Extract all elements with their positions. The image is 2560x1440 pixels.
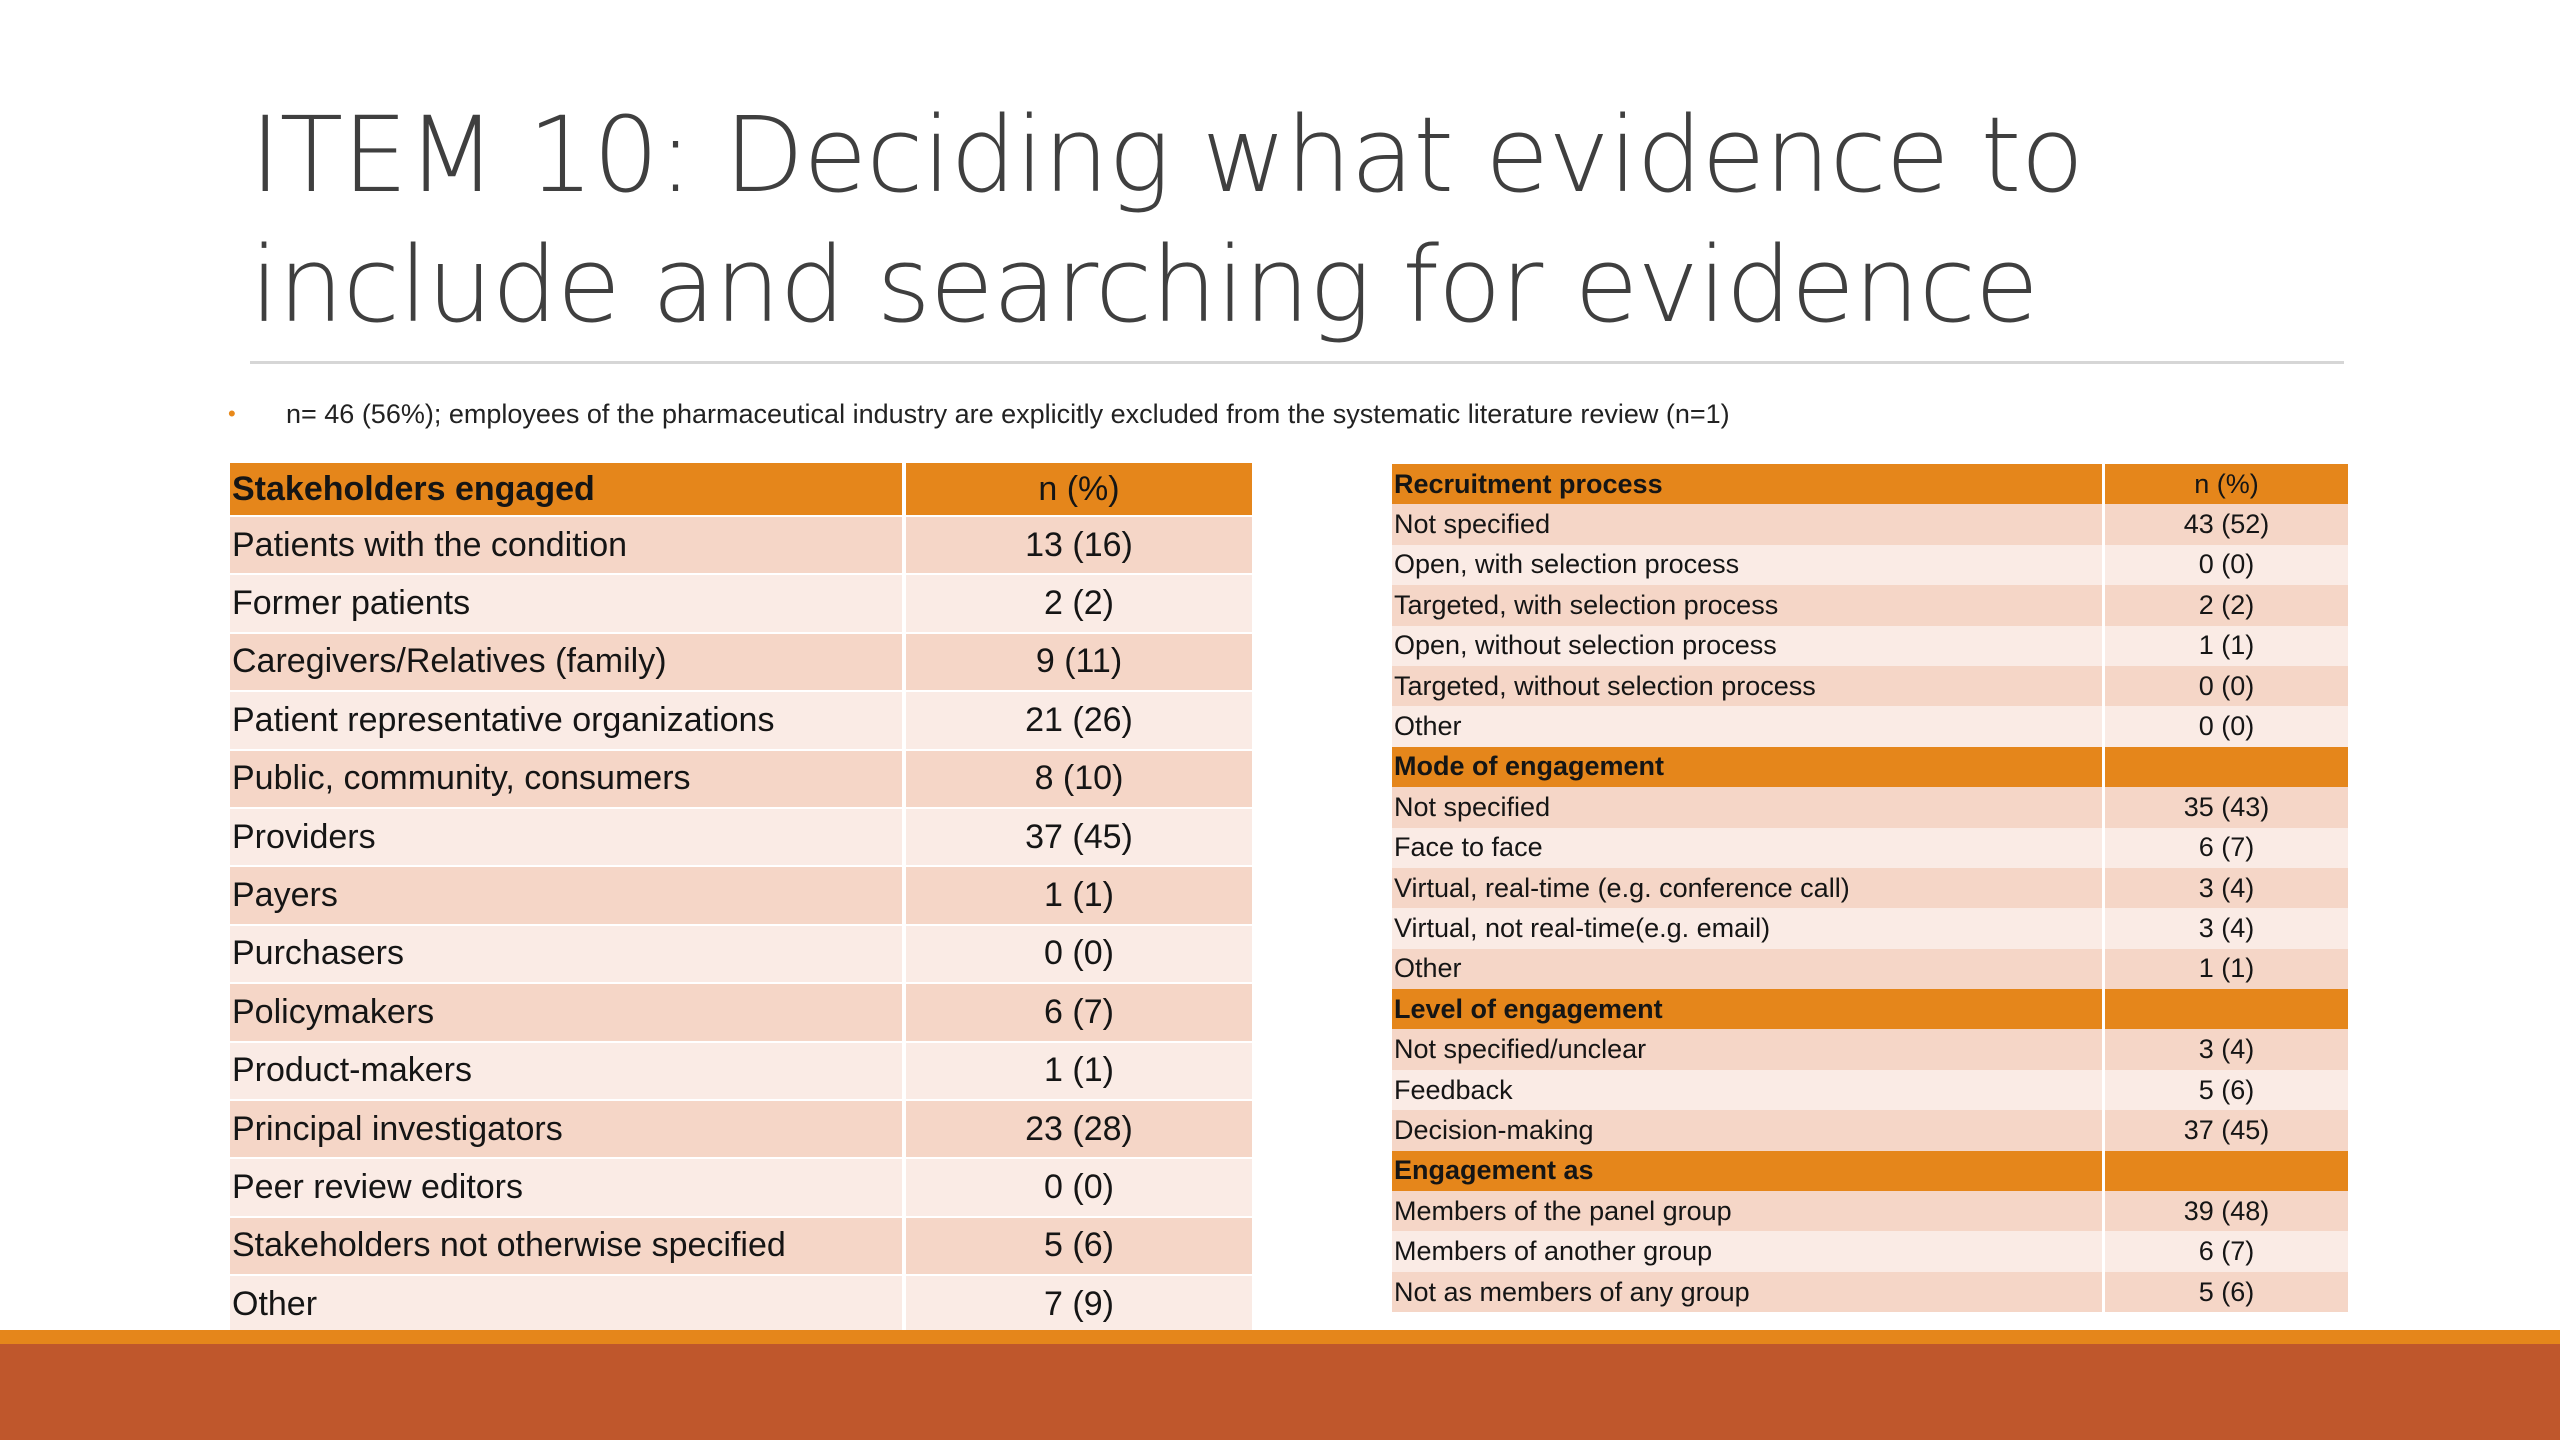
stakeholder-label: Patients with the condition bbox=[230, 516, 904, 574]
stakeholder-label: Principal investigators bbox=[230, 1100, 904, 1158]
stakeholder-label: Stakeholders not otherwise specified bbox=[230, 1217, 904, 1275]
table-row bbox=[1392, 666, 2348, 706]
section-value bbox=[2104, 1151, 2349, 1191]
engagement-label: Not as members of any group bbox=[1392, 1272, 2104, 1312]
table-row bbox=[230, 1275, 1252, 1333]
engagement-count: 2 (2) bbox=[2104, 585, 2349, 625]
engagement-label: Virtual, real-time (e.g. conference call) bbox=[1392, 868, 2104, 908]
engagement-label: Feedback bbox=[1392, 1070, 2104, 1110]
engagement-count: 6 (7) bbox=[2104, 1231, 2349, 1271]
engagement-count: 39 (48) bbox=[2104, 1191, 2349, 1231]
stakeholder-count: 37 (45) bbox=[904, 808, 1252, 866]
engagement-label: Face to face bbox=[1392, 828, 2104, 868]
stakeholder-label: Peer review editors bbox=[230, 1158, 904, 1216]
bullet-note bbox=[228, 394, 1730, 434]
stakeholder-label: Other bbox=[230, 1275, 904, 1333]
engagement-label: Open, with selection process bbox=[1392, 545, 2104, 585]
header-cell-n-percent: n (%) bbox=[904, 463, 1252, 516]
table-row bbox=[1392, 626, 2348, 666]
engagement-label: Virtual, not real-time(e.g. email) bbox=[1392, 908, 2104, 948]
table-row bbox=[230, 691, 1252, 749]
table-row bbox=[230, 516, 1252, 574]
table-row bbox=[1392, 585, 2348, 625]
engagement-label: Decision-making bbox=[1392, 1110, 2104, 1150]
engagement-count: 1 (1) bbox=[2104, 949, 2349, 989]
stakeholder-label: Former patients bbox=[230, 574, 904, 632]
engagement-count: 43 (52) bbox=[2104, 504, 2349, 544]
stakeholder-count: 0 (0) bbox=[904, 1158, 1252, 1216]
stakeholder-count: 1 (1) bbox=[904, 1042, 1252, 1100]
slide-title-line-1: ITEM 10: Deciding what evidence to bbox=[250, 94, 2084, 216]
table-row bbox=[1392, 787, 2348, 827]
engagement-label: Members of the panel group bbox=[1392, 1191, 2104, 1231]
stakeholder-label: Product-makers bbox=[230, 1042, 904, 1100]
stakeholder-count: 1 (1) bbox=[904, 866, 1252, 924]
section-value bbox=[2104, 989, 2349, 1029]
table-row bbox=[1392, 908, 2348, 948]
engagement-count: 3 (4) bbox=[2104, 868, 2349, 908]
engagement-count: 3 (4) bbox=[2104, 908, 2349, 948]
engagement-label: Targeted, with selection process bbox=[1392, 585, 2104, 625]
stakeholder-label: Payers bbox=[230, 866, 904, 924]
slide-title bbox=[250, 90, 2370, 350]
table-row bbox=[230, 750, 1252, 808]
engagement-count: 6 (7) bbox=[2104, 828, 2349, 868]
table-row bbox=[230, 1042, 1252, 1100]
engagement-count: 0 (0) bbox=[2104, 706, 2349, 746]
table-row bbox=[1392, 828, 2348, 868]
table-row bbox=[230, 633, 1252, 691]
table-header-row bbox=[1392, 464, 2348, 504]
engagement-label: Not specified bbox=[1392, 504, 2104, 544]
engagement-count: 5 (6) bbox=[2104, 1070, 2349, 1110]
stakeholder-label: Caregivers/Relatives (family) bbox=[230, 633, 904, 691]
stakeholder-label: Purchasers bbox=[230, 925, 904, 983]
table-row bbox=[1392, 1272, 2348, 1312]
stakeholder-count: 8 (10) bbox=[904, 750, 1252, 808]
section-label: Mode of engagement bbox=[1392, 747, 2104, 787]
stakeholder-count: 23 (28) bbox=[904, 1100, 1252, 1158]
table-row bbox=[1392, 545, 2348, 585]
engagement-count: 1 (1) bbox=[2104, 626, 2349, 666]
stakeholder-label: Public, community, consumers bbox=[230, 750, 904, 808]
table-row bbox=[230, 925, 1252, 983]
engagement-count: 3 (4) bbox=[2104, 1029, 2349, 1069]
table-row bbox=[1392, 504, 2348, 544]
engagement-label: Other bbox=[1392, 706, 2104, 746]
section-header-row bbox=[1392, 989, 2348, 1029]
engagement-label: Not specified bbox=[1392, 787, 2104, 827]
table-row bbox=[230, 983, 1252, 1041]
table-row bbox=[1392, 949, 2348, 989]
table-row bbox=[1392, 1070, 2348, 1110]
engagement-count: 0 (0) bbox=[2104, 545, 2349, 585]
table-row bbox=[230, 1100, 1252, 1158]
table-header-row bbox=[230, 463, 1252, 516]
engagement-table bbox=[1392, 464, 2348, 1312]
stakeholder-count: 6 (7) bbox=[904, 983, 1252, 1041]
engagement-count: 35 (43) bbox=[2104, 787, 2349, 827]
table-row bbox=[230, 866, 1252, 924]
title-divider bbox=[250, 361, 2344, 364]
footer-bar bbox=[0, 1344, 2560, 1440]
section-header-row bbox=[1392, 1151, 2348, 1191]
footer-accent-bar bbox=[0, 1330, 2560, 1344]
engagement-count: 0 (0) bbox=[2104, 666, 2349, 706]
table-row bbox=[230, 1217, 1252, 1275]
header-cell-n-percent: n (%) bbox=[2104, 464, 2349, 504]
slide-title-line-2: include and searching for evidence bbox=[250, 224, 2038, 346]
table-row bbox=[230, 808, 1252, 866]
engagement-label: Not specified/unclear bbox=[1392, 1029, 2104, 1069]
table-row bbox=[230, 1158, 1252, 1216]
stakeholder-count: 2 (2) bbox=[904, 574, 1252, 632]
section-label: Engagement as bbox=[1392, 1151, 2104, 1191]
header-cell-recruitment-process: Recruitment process bbox=[1392, 464, 2104, 504]
stakeholder-count: 21 (26) bbox=[904, 691, 1252, 749]
engagement-count: 37 (45) bbox=[2104, 1110, 2349, 1150]
stakeholders-table bbox=[230, 463, 1252, 1334]
table-row bbox=[230, 574, 1252, 632]
stakeholder-label: Policymakers bbox=[230, 983, 904, 1041]
table-row bbox=[1392, 868, 2348, 908]
table-row bbox=[1392, 1029, 2348, 1069]
stakeholder-count: 7 (9) bbox=[904, 1275, 1252, 1333]
table-row bbox=[1392, 1191, 2348, 1231]
section-label: Level of engagement bbox=[1392, 989, 2104, 1029]
table-row bbox=[1392, 1110, 2348, 1150]
engagement-label: Open, without selection process bbox=[1392, 626, 2104, 666]
engagement-label: Other bbox=[1392, 949, 2104, 989]
engagement-label: Members of another group bbox=[1392, 1231, 2104, 1271]
stakeholder-label: Providers bbox=[230, 808, 904, 866]
bullet-text: n= 46 (56%); employees of the pharmaceutical industry are explicitly excluded from the systematic literature review (n=1) bbox=[286, 398, 1730, 429]
stakeholder-label: Patient representative organizations bbox=[230, 691, 904, 749]
stakeholder-count: 5 (6) bbox=[904, 1217, 1252, 1275]
table-row bbox=[1392, 1231, 2348, 1271]
stakeholder-count: 0 (0) bbox=[904, 925, 1252, 983]
section-value bbox=[2104, 747, 2349, 787]
section-header-row bbox=[1392, 747, 2348, 787]
engagement-label: Targeted, without selection process bbox=[1392, 666, 2104, 706]
stakeholder-count: 13 (16) bbox=[904, 516, 1252, 574]
engagement-count: 5 (6) bbox=[2104, 1272, 2349, 1312]
stakeholder-count: 9 (11) bbox=[904, 633, 1252, 691]
table-row bbox=[1392, 706, 2348, 746]
header-cell-stakeholders: Stakeholders engaged bbox=[230, 463, 904, 516]
bullet-dot-icon: • bbox=[228, 401, 236, 426]
